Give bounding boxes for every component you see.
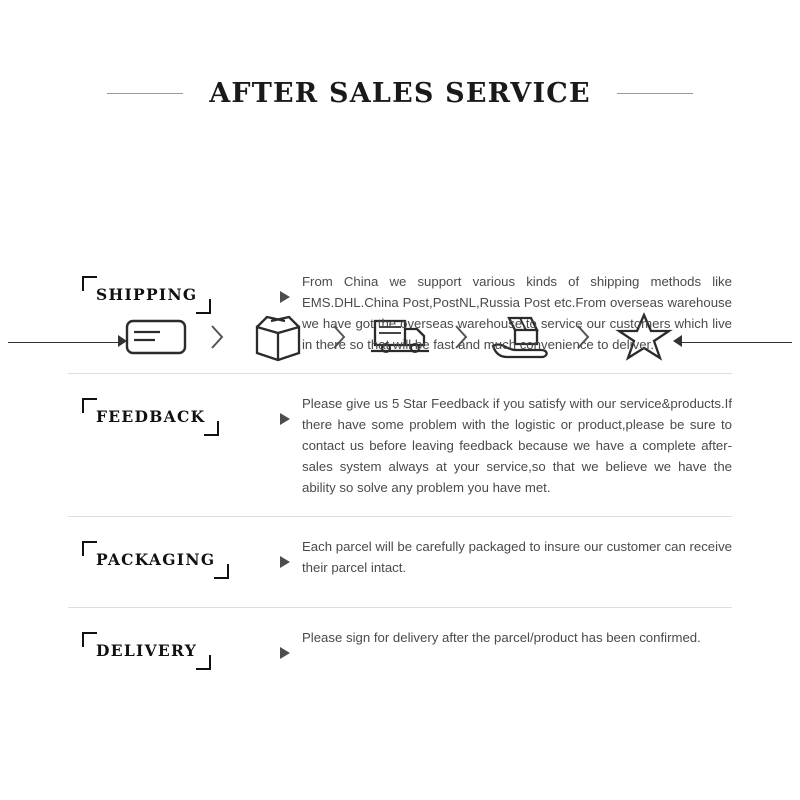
bracket-label-feedback — [82, 398, 219, 436]
label-cell-packaging — [68, 533, 268, 587]
label-cell-delivery — [68, 624, 268, 678]
corner-top-left — [82, 276, 97, 291]
section-arrow-icon-packaging — [268, 533, 302, 589]
section-label: DELIVERY — [96, 641, 198, 660]
section-packaging — [68, 517, 732, 608]
corner-top-left — [82, 398, 97, 413]
section-shipping — [68, 252, 732, 374]
corner-bottom-right — [204, 421, 219, 436]
title-rule-left — [107, 93, 183, 94]
body-cell-packaging — [302, 533, 732, 578]
corner-top-left — [82, 541, 97, 556]
bracket-label-delivery — [82, 632, 211, 670]
section-arrow-icon-feedback — [268, 390, 302, 446]
corner-bottom-right — [214, 564, 229, 579]
process-icon-strip — [0, 150, 800, 222]
section-feedback — [68, 374, 732, 517]
section-label: FEEDBACK — [96, 407, 206, 426]
bracket-label-shipping — [82, 276, 211, 314]
section-delivery — [68, 608, 732, 698]
label-cell-feedback — [68, 390, 268, 444]
section-text: Each parcel will be carefully packaged to insure our customer can receive their parcel intact. — [302, 539, 732, 575]
page-title-row — [0, 78, 800, 109]
section-text: Please give us 5 Star Feedback if you satisfy with our service&products.If there have some problem with the logistic or product,please be sure to contact us before leaving feedback because we have a complete after-sales system always at your service,so that we believe we have the ability so solve any problem you have met. — [302, 396, 732, 495]
corner-bottom-right — [196, 655, 211, 670]
section-label: PACKAGING — [96, 550, 216, 569]
corner-top-left — [82, 632, 97, 647]
section-text: From China we support various kinds of shipping methods like EMS.DHL.China Post,PostNL,Russia Post etc.From overseas warehouse we have got the overseas warehouse,to service our customers which live in there so that will be fast and much convenience to deliver. — [302, 274, 732, 352]
title-rule-right — [617, 93, 693, 94]
body-cell-feedback — [302, 390, 732, 498]
service-sections — [68, 252, 732, 698]
section-text: Please sign for delivery after the parcel/product has been confirmed. — [302, 630, 701, 645]
bracket-label-packaging — [82, 541, 229, 579]
page-title: AFTER SALES SERVICE — [209, 78, 591, 109]
section-arrow-icon-delivery — [268, 624, 302, 680]
label-cell-shipping — [68, 268, 268, 322]
body-cell-shipping — [302, 268, 732, 355]
section-arrow-icon-shipping — [268, 268, 302, 324]
corner-bottom-right — [196, 299, 211, 314]
body-cell-delivery — [302, 624, 732, 648]
section-label: SHIPPING — [96, 285, 198, 304]
